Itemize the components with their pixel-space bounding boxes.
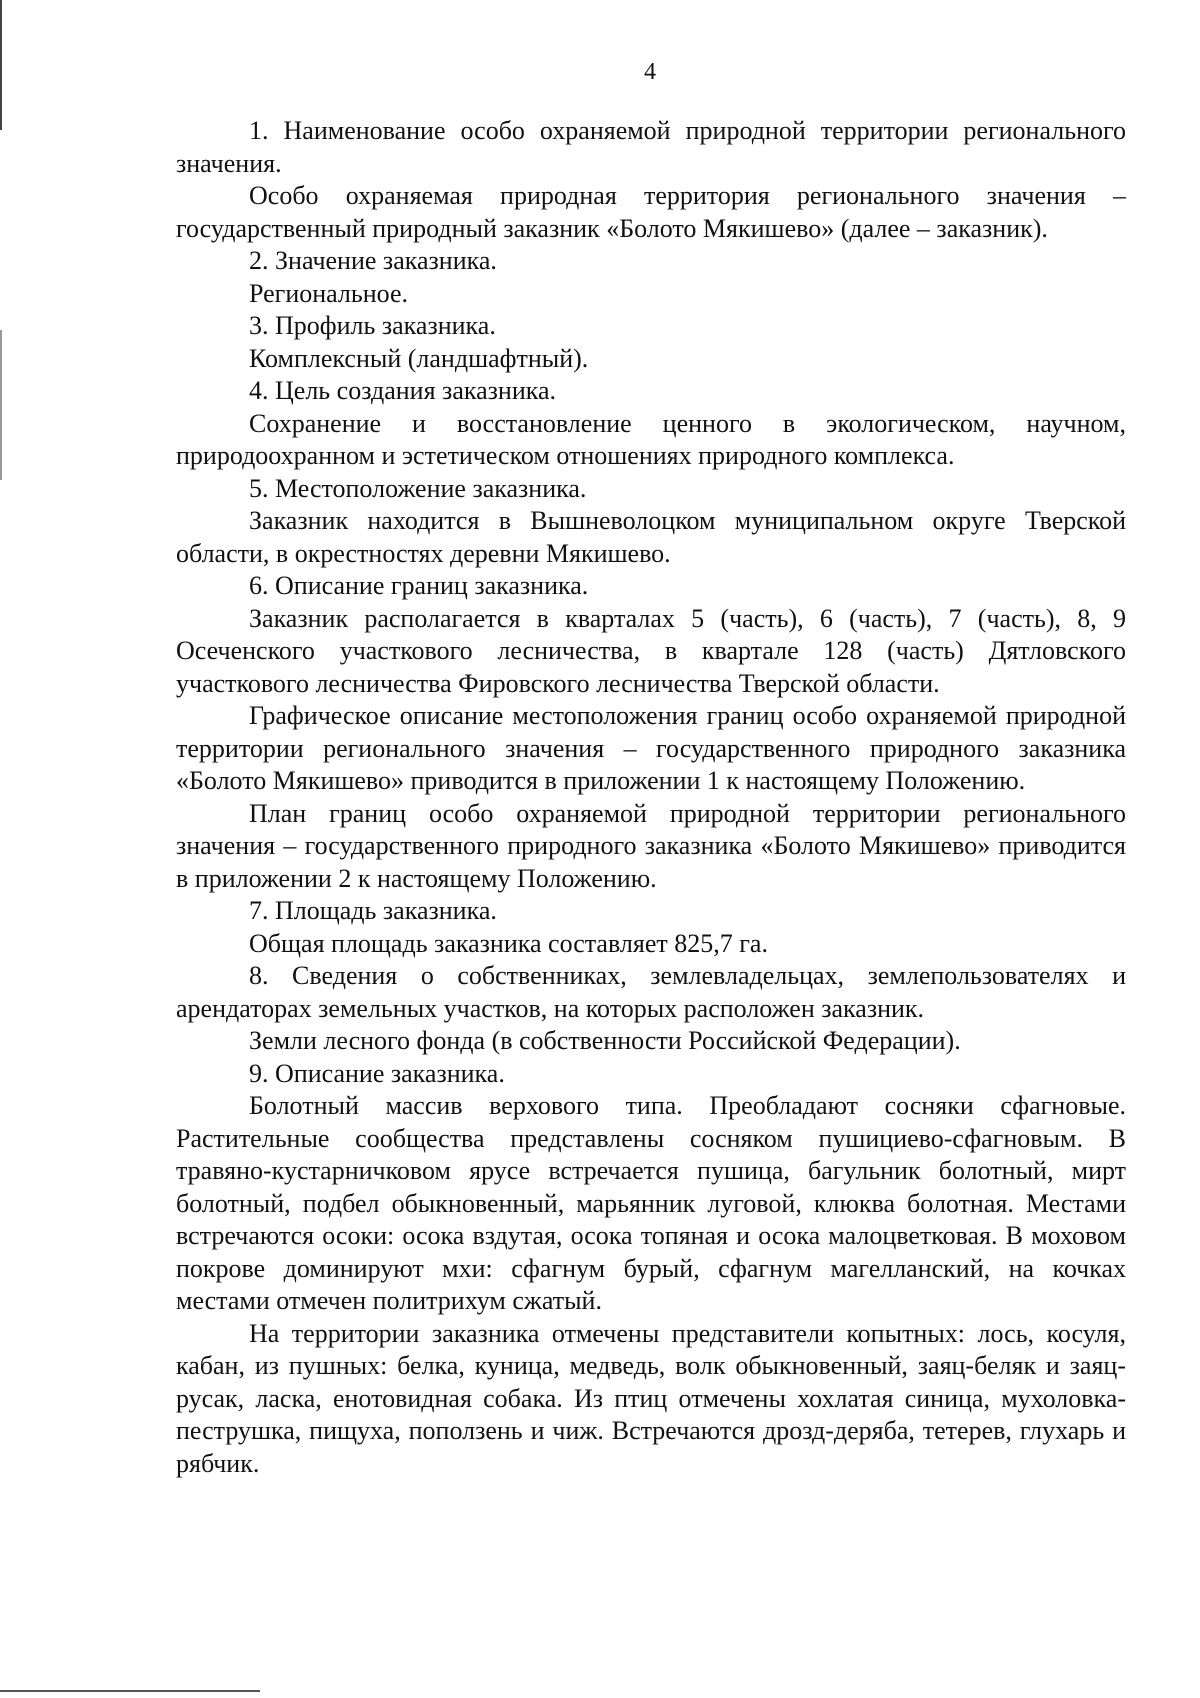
paragraph-profile: Комплексный (ландшафтный). <box>249 343 589 373</box>
paragraph-significance: Региональное. <box>249 278 409 308</box>
section-heading-significance: 2. Значение заказника. <box>249 246 497 275</box>
paragraph-boundaries-2: Графическое описание местоположения границ особо охраняемой природной территории регионального значения – государственного природного заказника «Болото Мякишево» приводится в приложении 1 к настоящему Положению. <box>176 701 1126 795</box>
scan-edge-bottom <box>0 1690 260 1692</box>
paragraph-description-flora: Болотный массив верхового типа. Преобладают сосняки сфагновые. Растительные сообщества представлены сосняком пушициево-сфагновым. В травяно-кустарничковом ярусе встречается пушица, багульник болотный, мирт болотный, подбел обыкновенный, марьянник луговой, клюква болотная. Местами встречаются осоки: осока вздутая, осока топяная и осока малоцветковая. В моховом покрове доминируют мхи: сфагнум бурый, сфагнум магелланский, на кочках местами отмечен политрихум сжатый. <box>176 1091 1126 1315</box>
paragraph-boundaries-1: Заказник располагается в кварталах 5 (часть), 6 (часть), 7 (часть), 8, 9 Осеченского участкового лесничества, в квартале 128 (часть) Дятловского участкового лесничества Фировского лесничества Тверской области. <box>176 603 1126 698</box>
paragraph-boundaries-3: План границ особо охраняемой природной территории регионального значения – государственного природного заказника «Болото Мякишево» приводится в приложении 2 к настоящему Положению. <box>176 798 1126 893</box>
paragraph-name: Особо охраняемая природная территория регионального значения – государственный природный заказник «Болото Мякишево» (далее – заказник). <box>176 181 1126 243</box>
section-heading-description: 9. Описание заказника. <box>249 1058 505 1088</box>
section-heading-location: 5. Местоположение заказника. <box>249 473 587 503</box>
paragraph-description-fauna: На территории заказника отмечены представители копытных: лось, косуля, кабан, из пушных: белка, куница, медведь, волк обыкновенный, заяц-беляк и заяц-русак, ласка, енотовидная собака. Из птиц отмечены хохлатая синица, мухоловка-пеструшка, пищуха, поползень и чиж. Встречаются дрозд-деряба, тетерев, глухарь и рябчик. <box>176 1318 1126 1478</box>
section-heading-owners: 8. Сведения о собственниках, землевладельцах, землепользователях и арендаторах земельных участков, на которых расположен заказник. <box>176 961 1126 1023</box>
document-body <box>176 115 1126 1480</box>
section-heading-name: 1. Наименование особо охраняемой природной территории регионального значения. <box>176 116 1126 178</box>
page-number: 4 <box>644 59 656 85</box>
scan-edge-left <box>0 0 2 1698</box>
paragraph-purpose: Сохранение и восстановление ценного в экологическом, научном, природоохранном и эстетическом отношениях природного комплекса. <box>176 408 1126 470</box>
section-heading-boundaries: 6. Описание границ заказника. <box>249 571 589 600</box>
section-heading-purpose: 4. Цель создания заказника. <box>249 376 557 405</box>
section-heading-profile: 3. Профиль заказника. <box>249 311 496 340</box>
section-heading-area: 7. Площадь заказника. <box>249 896 497 925</box>
paragraph-owners: Земли лесного фонда (в собственности Российской Федерации). <box>249 1026 961 1055</box>
paragraph-area: Общая площадь заказника составляет 825,7 га. <box>249 928 768 958</box>
paragraph-location: Заказник находится в Вышневолоцком муниципальном округе Тверской области, в окрестностях деревни Мякишево. <box>176 506 1126 568</box>
